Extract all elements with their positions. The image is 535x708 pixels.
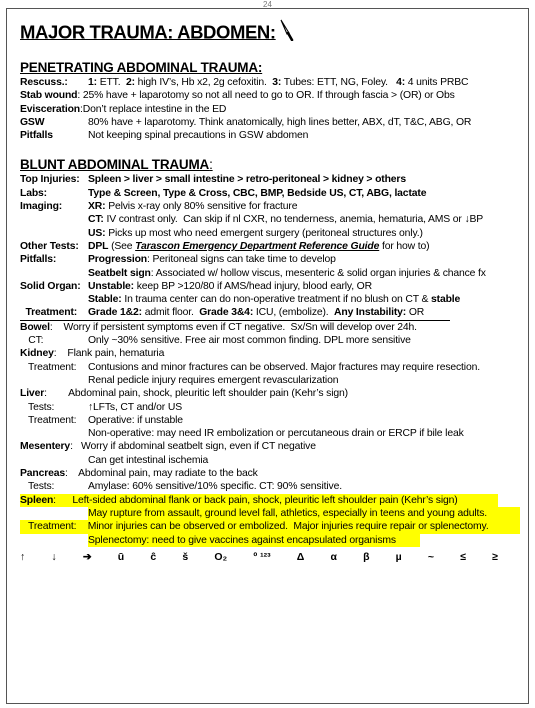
label-spleen-treatment: Treatment: bbox=[20, 521, 77, 533]
label-spleen: Spleen bbox=[20, 494, 54, 506]
label-kidney-treatment: Treatment: bbox=[20, 361, 77, 373]
document-content bbox=[20, 19, 525, 563]
symbol-alpha: α bbox=[330, 550, 337, 563]
progression-text: : Peritoneal signs can take time to develop bbox=[146, 254, 336, 266]
step-1-text: ETT. bbox=[96, 77, 126, 88]
step-4-number: 4: bbox=[396, 77, 406, 88]
top-injuries-text: Spleen > liver > small intestine > retro-peritoneal > kidney > others bbox=[88, 174, 406, 186]
stable-text: In trauma center can do non-operative treatment if no blush on CT & bbox=[121, 294, 432, 306]
unstable-key: Unstable: bbox=[88, 280, 134, 292]
ct-bp-text: BP bbox=[469, 214, 484, 226]
stable-emphasis: stable bbox=[431, 294, 461, 306]
row-bowel-ct bbox=[20, 334, 525, 347]
row-spleen-2 bbox=[20, 507, 520, 520]
row-pancreas-tests bbox=[20, 480, 525, 493]
row-mesentery bbox=[20, 440, 525, 453]
row-imaging-us bbox=[20, 227, 525, 240]
row-resuscitation bbox=[20, 76, 525, 89]
label-bowel: Bowel bbox=[20, 321, 50, 333]
reference-guide-link[interactable]: Tarascon Emergency Department Reference Guide bbox=[135, 240, 380, 252]
symbol-greater-equal: ≥ bbox=[492, 550, 498, 563]
label-pancreas-tests: Tests: bbox=[20, 481, 55, 493]
row-bowel bbox=[20, 321, 525, 334]
row-kidney bbox=[20, 347, 525, 360]
row-spleen-treatment bbox=[20, 520, 520, 533]
symbol-c-circumflex: ĉ bbox=[150, 550, 157, 563]
label-treatment-solid: Treatment: bbox=[20, 307, 78, 319]
page-title bbox=[20, 19, 525, 45]
row-imaging-xr bbox=[20, 200, 525, 213]
row-other-tests bbox=[20, 240, 525, 253]
gsw-text: 80% have + laparotomy. Think anatomically, high lines better, ABX, dT, T&C, ABG, OR bbox=[88, 116, 472, 128]
row-solid-organ-treatment bbox=[20, 306, 450, 320]
symbol-right-arrow-icon: ➔ bbox=[82, 550, 92, 563]
seatbelt-key: Seatbelt sign bbox=[88, 267, 151, 279]
row-solid-organ-unstable bbox=[20, 280, 525, 293]
row-kidney-treatment-2 bbox=[20, 374, 525, 387]
label-solid-organ: Solid Organ: bbox=[20, 280, 81, 292]
instability-key: Any Instability: bbox=[334, 307, 407, 319]
labs-text: Type & Screen, Type & Cross, CBC, BMP, Bedside US, CT, ABG, lactate bbox=[88, 187, 427, 199]
pancreas-text: : Abdominal pain, may radiate to the back bbox=[65, 468, 258, 480]
grade-34-text: ICU, (embolize). bbox=[253, 307, 335, 319]
row-mesentery-2 bbox=[20, 454, 525, 467]
row-stab-wound bbox=[20, 89, 525, 102]
label-pancreas: Pancreas bbox=[20, 468, 66, 480]
seatbelt-text: : Associated w/ hollow viscus, mesenteric & solid organ injuries & chance fx bbox=[150, 267, 486, 279]
row-gsw bbox=[20, 116, 525, 129]
page-title-text: MAJOR TRAUMA: ABDOMEN: bbox=[20, 21, 276, 43]
kidney-text: : Flank pain, hematuria bbox=[53, 348, 165, 360]
symbol-tilde: ~ bbox=[427, 550, 435, 563]
stab-wound-text: : 25% have + laparotomy so not all need to go to OR. If through fascia > (OR) or Obs bbox=[77, 90, 455, 102]
row-liver bbox=[20, 387, 525, 400]
label-gsw: GSW bbox=[20, 116, 45, 128]
step-2-number: 2: bbox=[125, 77, 135, 88]
spleen-treatment-text: Minor injuries can be observed or embolized. Major injuries require repair or splenectomy. bbox=[85, 521, 489, 533]
label-kidney: Kidney bbox=[20, 348, 54, 360]
label-resuscitation: Rescuss.: bbox=[20, 77, 68, 88]
grade-34-key: Grade 3&4: bbox=[199, 307, 254, 319]
blunt-heading-text: BLUNT ABDOMINAL TRAUMA bbox=[20, 157, 210, 173]
row-kidney-treatment bbox=[20, 361, 525, 374]
row-pancreas bbox=[20, 467, 525, 480]
row-pitfalls-progression bbox=[20, 253, 525, 266]
symbol-s-caron: š bbox=[182, 550, 189, 563]
dpl-key: DPL bbox=[88, 240, 109, 252]
section-heading-penetrating: PENETRATING ABDOMINAL TRAUMA: bbox=[20, 60, 263, 75]
step-1-number: 1: bbox=[88, 77, 97, 88]
row-pitfalls-seatbelt bbox=[20, 267, 525, 280]
step-2-text: high IV’s, Hb x2, 2g cefoxitin. bbox=[134, 77, 273, 88]
arrow-down-icon: ↓ bbox=[464, 214, 470, 226]
symbol-degree-superscripts: º ¹²³ bbox=[253, 550, 271, 563]
label-liver-tests: Tests: bbox=[20, 401, 55, 413]
symbol-delta: Δ bbox=[296, 550, 305, 563]
stable-key: Stable: bbox=[88, 294, 122, 306]
symbol-u-macron: ū bbox=[117, 550, 125, 563]
grade-12-key: Grade 1&2: bbox=[88, 307, 142, 319]
symbol-row bbox=[20, 551, 498, 563]
row-top-injuries bbox=[20, 173, 525, 186]
symbol-less-equal: ≤ bbox=[460, 550, 466, 563]
step-3-text: Tubes: ETT, NG, Foley. bbox=[281, 77, 397, 88]
step-4-text: 4 units PRBC bbox=[405, 77, 469, 88]
mesentery-text-2: Can get intestinal ischemia bbox=[88, 454, 209, 466]
grade-12-text: admit floor. bbox=[141, 307, 200, 319]
row-evisceration bbox=[20, 103, 525, 116]
row-liver-treatment-2 bbox=[20, 427, 525, 440]
liver-treatment-text-2: Non-operative: may need IR embolization or percutaneous drain or ERCP if bile leak bbox=[88, 428, 464, 440]
liver-tests-text: LFTs, CT and/or US bbox=[93, 401, 182, 413]
label-labs: Labs: bbox=[20, 187, 47, 199]
spleen-text-2: May rupture from assault, ground level fall, athletics, especially in teens and young adults. bbox=[88, 507, 520, 520]
pitfalls-text: Not keeping spinal precautions in GSW abdomen bbox=[88, 130, 309, 142]
row-imaging-ct bbox=[20, 213, 525, 226]
kidney-treatment-text-2: Renal pedicle injury requires emergent revascularization bbox=[88, 374, 339, 386]
spleen-text: : Left-sided abdominal flank or back pain, shock, pleuritic left shoulder pain (Kehr’s sign) bbox=[53, 494, 498, 507]
label-liver: Liver bbox=[20, 388, 45, 400]
row-labs bbox=[20, 187, 525, 200]
label-evisceration: Evisceration bbox=[20, 103, 80, 115]
spleen-treatment-text-2: Splenectomy: need to give vaccines against encapsulated organisms bbox=[88, 534, 420, 547]
symbol-mu: µ bbox=[395, 550, 402, 563]
kidney-treatment-text: Contusions and minor fractures can be observed. Major fractures may require resection. bbox=[88, 361, 480, 373]
label-bowel-ct: CT: bbox=[20, 335, 44, 347]
us-key: US: bbox=[88, 227, 106, 239]
mesentery-text: : Worry if abdominal seatbelt sign, even if CT negative bbox=[70, 441, 316, 453]
unstable-text: keep BP >120/80 if AMS/head injury, blood early, OR bbox=[134, 280, 372, 292]
row-spleen bbox=[20, 494, 498, 507]
row-spleen-treatment-2 bbox=[20, 534, 420, 547]
symbol-up-arrow-icon: ↑ bbox=[20, 550, 26, 563]
step-3-number: 3: bbox=[272, 77, 282, 88]
row-pitfalls-penetrating bbox=[20, 129, 525, 142]
label-pitfalls-blunt: Pitfalls: bbox=[20, 254, 57, 266]
section-heading-blunt: BLUNT ABDOMINAL TRAUMA: bbox=[20, 157, 213, 173]
liver-treatment-text: Operative: if unstable bbox=[88, 414, 183, 426]
xr-text: Pelvis x-ray only 80% sensitive for fracture bbox=[105, 201, 298, 213]
row-liver-tests bbox=[20, 401, 525, 414]
page-number: 24 bbox=[263, 0, 272, 9]
instability-text: OR bbox=[406, 307, 425, 319]
bowel-text: : Worry if persistent symptoms even if CT negative. Sx/Sn will develop over 24h. bbox=[49, 321, 417, 333]
pancreas-tests-text: Amylase: 60% sensitive/10% specific. CT: 90% sensitive. bbox=[88, 481, 342, 493]
bowel-ct-text: Only ~30% sensitive. Free air most common finding. DPL more sensitive bbox=[88, 335, 411, 347]
us-text: Picks up most who need emergent surgery (peritoneal structures only.) bbox=[105, 227, 423, 239]
row-liver-treatment bbox=[20, 414, 525, 427]
evisceration-text: :Don’t replace intestine in the ED bbox=[80, 103, 227, 115]
arrow-up-icon: ↑ bbox=[88, 401, 94, 413]
label-top-injuries: Top Injuries: bbox=[20, 174, 80, 186]
liver-text: : Abdominal pain, shock, pleuritic left shoulder pain (Kehr’s sign) bbox=[44, 388, 348, 400]
symbol-down-arrow-icon: ↓ bbox=[51, 550, 57, 563]
label-liver-treatment: Treatment: bbox=[20, 414, 77, 426]
label-mesentery: Mesentery bbox=[20, 441, 71, 453]
progression-key: Progression bbox=[88, 254, 147, 266]
ct-key: CT: bbox=[88, 214, 104, 226]
symbol-beta: β bbox=[363, 550, 370, 563]
ct-text: IV contrast only. Can skip if nl CXR, no tenderness, anemia, hematuria, AMS or bbox=[103, 214, 465, 226]
label-other-tests: Other Tests: bbox=[20, 240, 79, 252]
dpl-text-2: for how to) bbox=[379, 240, 430, 252]
label-pitfalls: Pitfalls bbox=[20, 130, 53, 142]
row-solid-organ-stable bbox=[20, 293, 525, 306]
knife-icon bbox=[280, 19, 294, 48]
xr-key: XR: bbox=[88, 201, 106, 213]
label-stab-wound: Stab wound bbox=[20, 90, 78, 102]
symbol-o2: O₂ bbox=[214, 550, 228, 563]
label-imaging: Imaging: bbox=[20, 201, 63, 213]
dpl-text-1: (See bbox=[108, 240, 136, 252]
